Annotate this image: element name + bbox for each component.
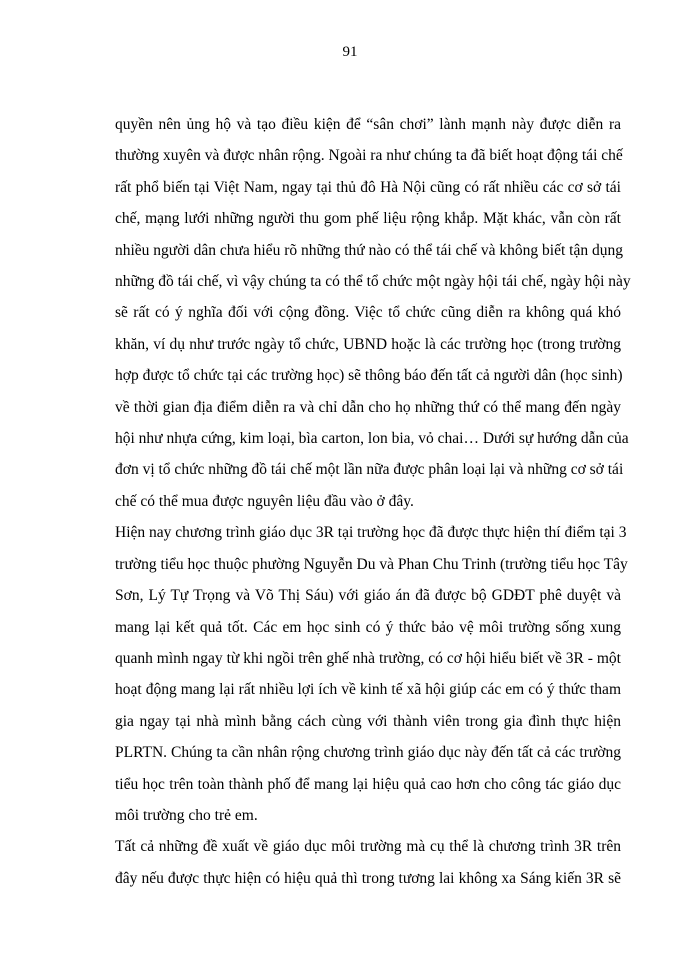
text-line: sẽ rất có ý nghĩa đối với cộng đồng. Việc tổ chức cũng diễn ra không quá khó <box>115 304 621 322</box>
text-line: quyền nên ủng hộ và tạo điều kiện để “sân chơi” lành mạnh này được diễn ra <box>115 116 621 133</box>
text-line: trường tiểu học thuộc phường Nguyễn Du và Phan Chu Trinh (trường tiểu học Tây <box>115 555 628 573</box>
text-line: hoạt động mang lại rất nhiều lợi ích về kinh tế xã hội giúp các em có ý thức tham <box>115 681 621 699</box>
text-line: nhiều người dân chưa hiểu rõ những thứ nào có thể tái chế và không biết tận dụng <box>115 241 623 259</box>
document-body <box>115 109 631 894</box>
text-line: những đồ tái chế, vì vậy chúng ta có thể tổ chức một ngày hội tái chế, ngày hội này <box>115 273 631 291</box>
page-number: 91 <box>342 44 358 60</box>
text-line: hội như nhựa cứng, kim loại, bìa carton, lon bia, vỏ chai… Dưới sự hướng dẫn của <box>115 430 629 448</box>
text-line: môi trường cho trẻ em. <box>115 806 258 824</box>
text-line: hợp được tổ chức tại các trường học) sẽ thông báo đến tất cả người dân (học sinh) <box>115 367 623 385</box>
paragraph-3r-school-program <box>115 517 628 831</box>
text-line: chế có thể mua được nguyên liệu đầu vào ở đây. <box>115 492 414 510</box>
text-line: Sơn, Lý Tự Trọng và Võ Thị Sáu) với giáo án đã được bộ GDĐT phê duyệt và <box>115 587 621 605</box>
text-line: tiểu học trên toàn thành phố để mang lại hiệu quả cao hơn cho công tác giáo dục <box>115 775 621 793</box>
text-line: gia ngay tại nhà mình bằng cách cùng với thành viên trong gia đình thực hiện <box>115 712 621 730</box>
text-line: thường xuyên và được nhân rộng. Ngoài ra như chúng ta đã biết hoạt động tái chế <box>115 147 623 165</box>
text-line: Hiện nay chương trình giáo dục 3R tại trường học đã được thực hiện thí điểm tại 3 <box>115 524 627 542</box>
paragraph-recycling-day <box>115 109 631 517</box>
text-line: đơn vị tổ chức những đồ tái chế một lần nữa được phân loại lại và những cơ sở tái <box>115 461 624 479</box>
text-line: mang lại kết quả tốt. Các em học sinh có ý thức bảo vệ môi trường sống xung <box>115 618 621 636</box>
text-line: quanh mình ngay từ khi ngồi trên ghế nhà trường, có cơ hội hiểu biết về 3R - một <box>115 649 621 667</box>
paragraph-conclusion <box>115 831 621 894</box>
text-line: PLRTN. Chúng ta cần nhân rộng chương trình giáo dục này đến tất cả các trường <box>115 744 621 762</box>
text-line: rất phổ biến tại Việt Nam, ngay tại thủ đô Hà Nội cũng có rất nhiều các cơ sở tái <box>115 178 621 196</box>
text-line: chế, mạng lưới những người thu gom phế liệu rộng khắp. Mặt khác, vẫn còn rất <box>115 210 621 228</box>
text-line: về thời gian địa điểm diễn ra và chỉ dẫn cho họ những thứ có thể mang đến ngày <box>115 398 621 416</box>
text-line: Tất cả những đề xuất về giáo dục môi trường mà cụ thể là chương trình 3R trên <box>115 838 621 856</box>
text-line: khăn, ví dụ như trước ngày tổ chức, UBND hoặc là các trường học (trong trường <box>115 335 621 353</box>
text-line: đây nếu được thực hiện có hiệu quả thì trong tương lai không xa Sáng kiến 3R sẽ <box>115 869 621 887</box>
